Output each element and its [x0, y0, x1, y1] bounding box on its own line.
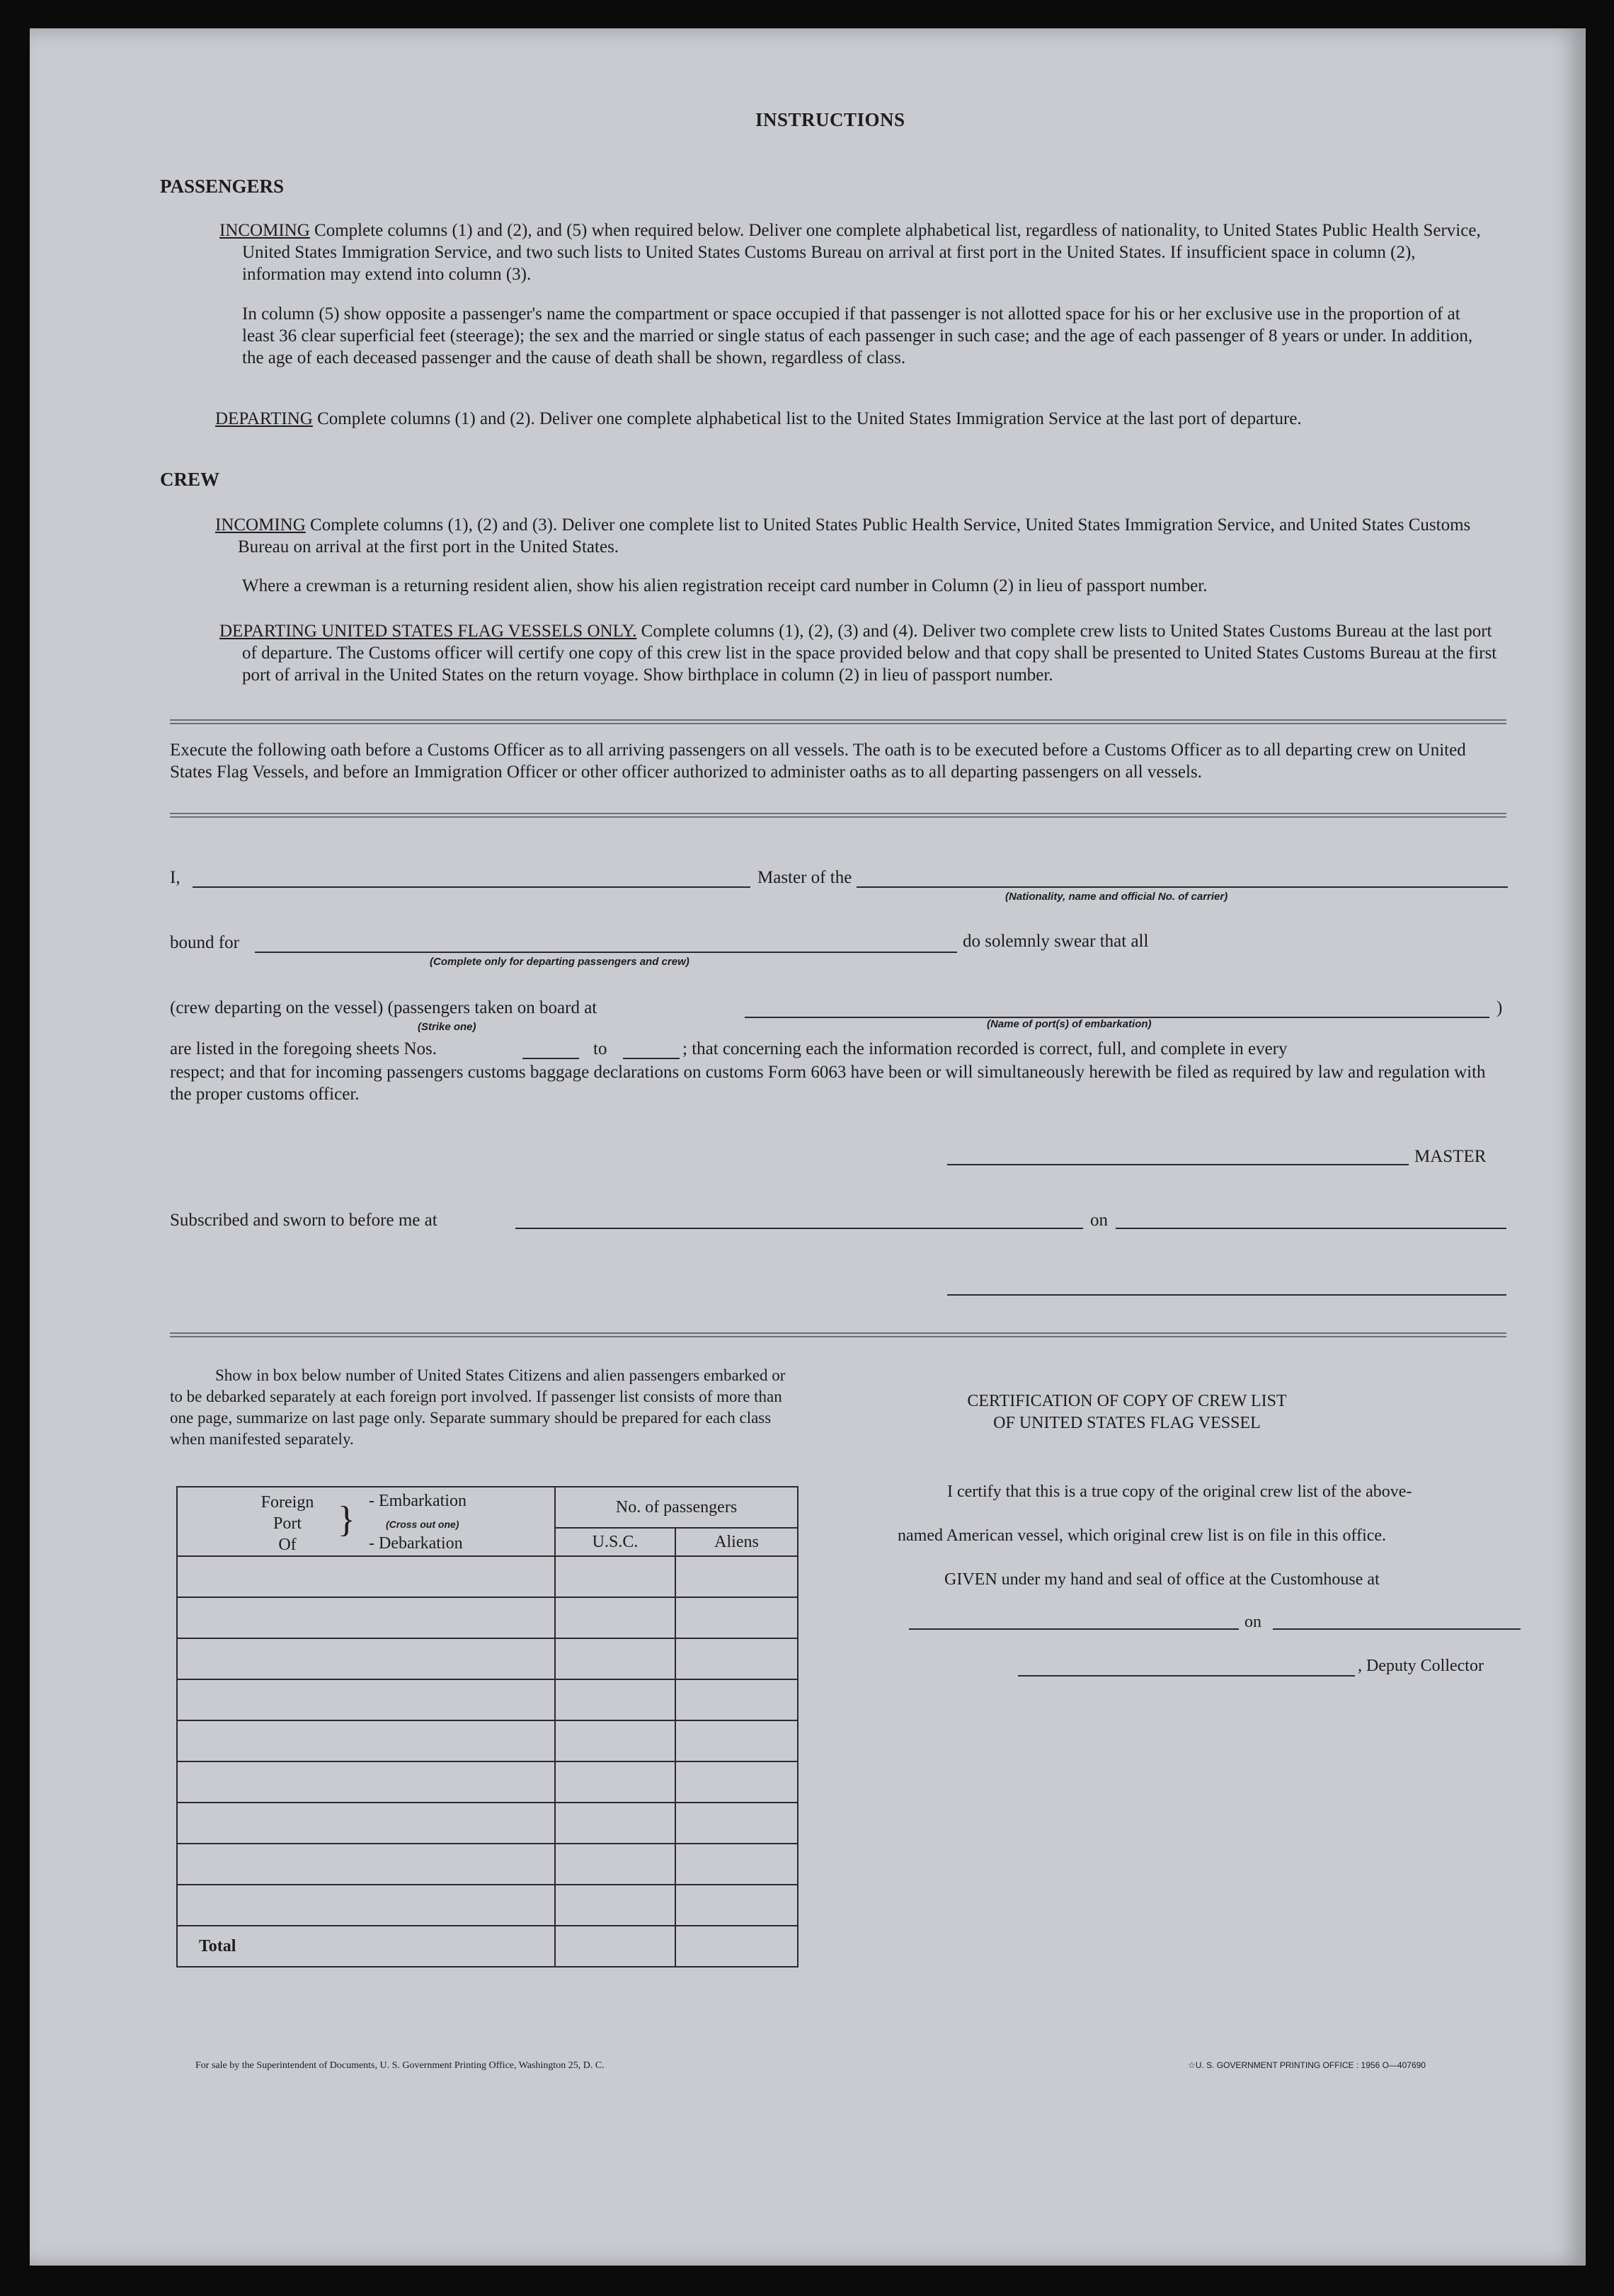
- listed-sheets-text: are listed in the foregoing sheets Nos.: [170, 1039, 437, 1058]
- usc-cell[interactable]: [555, 1844, 675, 1885]
- port-cell[interactable]: [177, 1720, 555, 1761]
- table-row: [177, 1638, 798, 1679]
- master-name-line[interactable]: [193, 886, 750, 888]
- passengers-departing-label: DEPARTING: [215, 409, 313, 428]
- sworn-place-line[interactable]: [515, 1228, 1083, 1229]
- port-cell[interactable]: [177, 1556, 555, 1597]
- passengers-departing-text: Complete columns (1) and (2). Deliver one complete alphabetical list to the United States Immigration Service at the last port of departure.: [312, 409, 1302, 428]
- sheet-to-line[interactable]: [623, 1058, 680, 1059]
- aliens-cell[interactable]: [675, 1803, 798, 1844]
- master-label: MASTER: [1414, 1147, 1487, 1166]
- separator-rule: [170, 1332, 1506, 1337]
- subscribed-text: Subscribed and sworn to before me at: [170, 1211, 437, 1230]
- complete-caption: (Complete only for departing passengers and crew): [430, 956, 689, 968]
- crew-incoming-paragraph: [215, 514, 1502, 558]
- aliens-header: Aliens: [675, 1528, 798, 1556]
- given-text: GIVEN under my hand and seal of office at the Customhouse at: [944, 1570, 1380, 1589]
- footer-right: ☆U. S. GOVERNMENT PRINTING OFFICE : 1956 O—407690: [1188, 2060, 1426, 2070]
- usc-header: U.S.C.: [555, 1528, 675, 1556]
- certification-on-label: on: [1244, 1613, 1261, 1631]
- usc-cell[interactable]: [555, 1885, 675, 1926]
- aliens-cell[interactable]: [675, 1597, 798, 1638]
- usc-cell[interactable]: [555, 1720, 675, 1761]
- table-row: [177, 1761, 798, 1803]
- oath-i-label: I,: [170, 868, 181, 887]
- aliens-cell[interactable]: [675, 1844, 798, 1885]
- embarkation-label: - Embarkation: [369, 1492, 467, 1510]
- close-paren: ): [1496, 998, 1503, 1017]
- crew-departing-label: DEPARTING UNITED STATES FLAG VESSELS ONLY.: [219, 622, 637, 641]
- summary-intro: Show in box below number of United States Citizens and alien passengers embarked or to be debarked separately at each foreign port involved. If passenger list consists of more than one page, summarize on last page only. Separate summary should be prepared for each class when manifested separately.: [170, 1366, 786, 1448]
- sheet-from-line[interactable]: [522, 1058, 579, 1059]
- table-row: [177, 1803, 798, 1844]
- table-row: [177, 1844, 798, 1885]
- foreign-label: Foreign: [261, 1493, 314, 1512]
- aliens-cell[interactable]: [675, 1556, 798, 1597]
- passenger-summary-table: [176, 1486, 799, 1967]
- usc-total-cell[interactable]: [555, 1926, 675, 1967]
- table-row: [177, 1720, 798, 1761]
- swear-text: do solemnly swear that all: [963, 932, 1149, 951]
- port-cell[interactable]: [177, 1679, 555, 1720]
- page-title: INSTRUCTIONS: [755, 109, 905, 130]
- separator-rule: [170, 719, 1506, 724]
- passengers-incoming-paragraph: [219, 219, 1502, 285]
- port-cell[interactable]: [177, 1885, 555, 1926]
- aliens-cell[interactable]: [675, 1885, 798, 1926]
- usc-cell[interactable]: [555, 1679, 675, 1720]
- port-cell[interactable]: [177, 1803, 555, 1844]
- total-row: [177, 1926, 798, 1967]
- port-cell[interactable]: [177, 1638, 555, 1679]
- table-row: [177, 1679, 798, 1720]
- aliens-cell[interactable]: [675, 1720, 798, 1761]
- strike-caption: (Strike one): [418, 1021, 476, 1033]
- sworn-date-line[interactable]: [1116, 1228, 1506, 1229]
- column5-paragraph: In column (5) show opposite a passenger's name the compartment or space occupied if that passenger is not allotted space for his or her exclusive use in the proportion of at least 36 clear superficial feet (steerage); the sex and the married or single status of each passenger in such case; and the age of each passenger of 8 years or under. In addition, the age of each deceased passenger and the cause of death shall be shown, regardless of class.: [242, 304, 1473, 367]
- passengers-departing-paragraph: [215, 408, 1502, 430]
- listed-to-text: to: [593, 1039, 607, 1058]
- cross-out-caption: (Cross out one): [386, 1519, 459, 1530]
- crew-incoming-label: INCOMING: [215, 515, 306, 535]
- crew-resident-paragraph: Where a crewman is a returning resident alien, show his alien registration receipt card number in Column (2) in lieu of passport number.: [242, 576, 1208, 595]
- master-signature-line[interactable]: [947, 1164, 1409, 1165]
- certify-text-line1: I certify that this is a true copy of the original crew list of the above-: [947, 1483, 1412, 1501]
- listed-rest-text: respect; and that for incoming passengers customs baggage declarations on customs Form 6063 have been or will simultaneously herewith be filed as required by law and regulation with the proper customs officer.: [170, 1063, 1486, 1104]
- oath-intro-paragraph: Execute the following oath before a Customs Officer as to all arriving passengers on all vessels. The oath is to be executed before a Customs Officer as to all departing crew on United States Flag Vessels, and before an Immigration Officer or other officer authorized to administer oaths as to all departing passengers on all vessels.: [170, 741, 1466, 782]
- port-cell[interactable]: [177, 1761, 555, 1803]
- aliens-cell[interactable]: [675, 1761, 798, 1803]
- deputy-signature-line[interactable]: [1018, 1675, 1355, 1677]
- crew-departing-text: (crew departing on the vessel) (passengers taken on board at: [170, 998, 597, 1017]
- passengers-incoming-text: Complete columns (1) and (2), and (5) when required below. Deliver one complete alphabetical list, regardless of nationality, to United States Public Health Service, United States Immigration Service, and two such lists to United States Customs Bureau on arrival at first port in the United States. If insufficient space in column (2), information may extend into column (3).: [242, 221, 1481, 284]
- crew-incoming-text: Complete columns (1), (2) and (3). Deliver one complete list to United States Public Health Service, United States Immigration Service, and United States Customs Bureau on arrival at the first port in the United States.: [238, 515, 1471, 556]
- footer-left: For sale by the Superintendent of Documents, U. S. Government Printing Office, Washington 25, D. C.: [195, 2060, 605, 2071]
- certification-title-line2: OF UNITED STATES FLAG VESSEL: [993, 1414, 1261, 1432]
- separator-rule: [170, 813, 1506, 818]
- ports-caption: (Name of port(s) of embarkation): [987, 1018, 1152, 1030]
- officer-signature-line[interactable]: [947, 1294, 1506, 1296]
- port-label: Port: [273, 1514, 302, 1533]
- brace-icon: }: [338, 1500, 355, 1540]
- passengers-heading: PASSENGERS: [160, 176, 285, 197]
- passengers-incoming-label: INCOMING: [219, 221, 310, 240]
- no-of-passengers-header: No. of passengers: [555, 1487, 798, 1528]
- crew-departing-text: Complete columns (1), (2), (3) and (4). Deliver two complete crew lists to United States Customs Bureau at the last port of departure. The Customs officer will certify one copy of this crew list in the space provided below and that copy shall be presented to United States Customs Bureau at the first port of arrival in the United States on the return voyage. Show birthplace in column (2) in lieu of passport number.: [242, 622, 1497, 685]
- usc-cell[interactable]: [555, 1638, 675, 1679]
- table-row: [177, 1556, 798, 1597]
- table-row: [177, 1885, 798, 1926]
- total-label: Total: [177, 1926, 555, 1967]
- aliens-total-cell[interactable]: [675, 1926, 798, 1967]
- carrier-caption: (Nationality, name and official No. of carrier): [1005, 891, 1228, 903]
- crew-departing-paragraph: [219, 620, 1502, 686]
- sworn-on-label: on: [1090, 1211, 1108, 1230]
- carrier-line[interactable]: [857, 886, 1508, 888]
- certification-date-line[interactable]: [1273, 1628, 1521, 1630]
- deputy-collector-label: , Deputy Collector: [1358, 1657, 1484, 1675]
- form-page: [30, 28, 1586, 2266]
- listed-information-text: ; that concerning each the information recorded is correct, full, and complete in every: [682, 1039, 1288, 1058]
- certification-title-line1: CERTIFICATION OF COPY OF CREW LIST: [967, 1392, 1287, 1410]
- usc-cell[interactable]: [555, 1803, 675, 1844]
- foreign-port-header: [177, 1487, 555, 1556]
- port-cell[interactable]: [177, 1844, 555, 1885]
- port-cell[interactable]: [177, 1597, 555, 1638]
- bound-for-label: bound for: [170, 933, 239, 952]
- master-of-the-label: Master of the: [757, 868, 852, 887]
- bound-for-line[interactable]: [255, 952, 957, 953]
- usc-cell[interactable]: [555, 1597, 675, 1638]
- aliens-cell[interactable]: [675, 1679, 798, 1720]
- customhouse-line[interactable]: [909, 1628, 1239, 1630]
- crew-heading: CREW: [160, 469, 220, 490]
- table-row: [177, 1597, 798, 1638]
- certification-title: [879, 1390, 1375, 1434]
- usc-cell[interactable]: [555, 1556, 675, 1597]
- certify-text-line2: named American vessel, which original crew list is on file in this office.: [898, 1526, 1387, 1545]
- usc-cell[interactable]: [555, 1761, 675, 1803]
- debarkation-label: - Debarkation: [369, 1534, 463, 1553]
- aliens-cell[interactable]: [675, 1638, 798, 1679]
- of-label: Of: [278, 1536, 297, 1554]
